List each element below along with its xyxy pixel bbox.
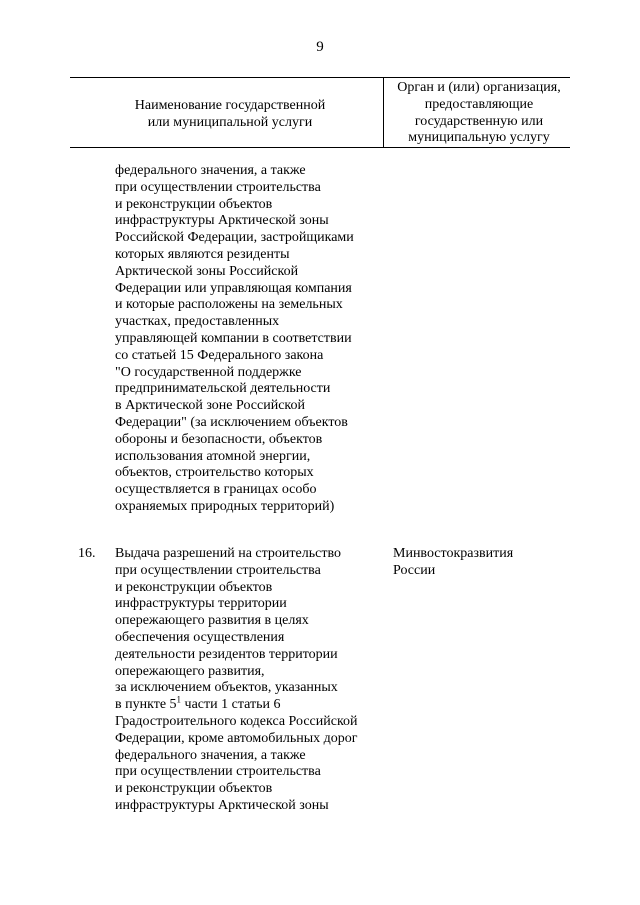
item-16-authority [393,546,573,580]
text-line: управляющей компании в соответствии [115,330,352,346]
text-line-with-superscript [115,694,385,714]
text-line: и реконструкции объектов [115,781,273,797]
text-line: Федерации" (за исключением объектов [115,414,348,430]
text-line: объектов, строительство которых [115,465,314,481]
header-service-name [100,98,360,132]
text-line: федерального значения, а также [115,163,306,178]
text-line: Выдача разрешений на строительство [115,546,341,561]
text-line: при осуществлении строительства [115,764,321,780]
text-line: инфраструктуры Арктической зоны [115,797,329,813]
header-authority-line: государственную или [414,113,544,129]
text-line: Федерации или управляющая компания [115,280,352,296]
header-service-name-line: или муниципальной услуги [147,114,313,130]
authority-line: России [393,562,436,578]
text-line: при осуществлении строительства [115,562,321,578]
authority-line: Минвостокразвития [393,546,514,561]
text-line: охраняемых природных территорий) [115,498,335,514]
text-line: обеспечения осуществления [115,629,285,645]
text-line: Арктической зоны Российской [115,263,299,279]
text-fragment: части 1 статьи 6 [181,697,281,713]
text-line: использования атомной энергии, [115,448,311,464]
text-line: инфраструктуры территории [115,596,287,612]
text-line: в Арктической зоне Российской [115,398,305,414]
text-fragment: в пункте 5 [115,697,177,713]
text-line: и реконструкции объектов [115,196,273,212]
item-16-service-text [115,546,385,815]
table-top-border [70,77,570,78]
header-authority-line: муниципальную услугу [408,130,550,146]
item-number: 16. [78,546,96,561]
page-number: 9 [316,39,324,55]
text-line: Федерации, кроме автомобильных дорог [115,730,358,746]
text-line: обороны и безопасности, объектов [115,431,323,447]
text-line: и которые расположены на земельных [115,297,343,313]
text-line: за исключением объектов, указанных [115,680,338,696]
text-line: со статьей 15 Федерального закона [115,347,324,363]
text-line: Российской Федерации, застройщиками [115,230,354,246]
text-line: которых являются резиденты [115,246,290,262]
header-service-name-line: Наименование государственной [134,98,326,113]
header-authority [384,80,574,147]
text-line: Градостроительного кодекса Российской [115,713,358,729]
text-line: опережающего развития в целях [115,613,309,629]
header-authority-line: Орган и (или) организация, [397,80,561,95]
header-authority-line: предоставляющие [424,96,534,112]
text-line: федерального значения, а также [115,747,306,763]
continuation-text [115,163,385,516]
text-line: инфраструктуры Арктической зоны [115,213,329,229]
text-line: предпринимательской деятельности [115,381,331,397]
text-line: осуществляется в границах особо [115,482,317,498]
text-line: участках, предоставленных [115,314,280,330]
text-line: "О государственной поддержке [115,364,302,380]
text-line: опережающего развития, [115,663,265,679]
text-line: при осуществлении строительства [115,179,321,195]
text-line: и реконструкции объектов [115,579,273,595]
superscript: 1 [176,694,182,705]
text-line: деятельности резидентов территории [115,646,338,662]
